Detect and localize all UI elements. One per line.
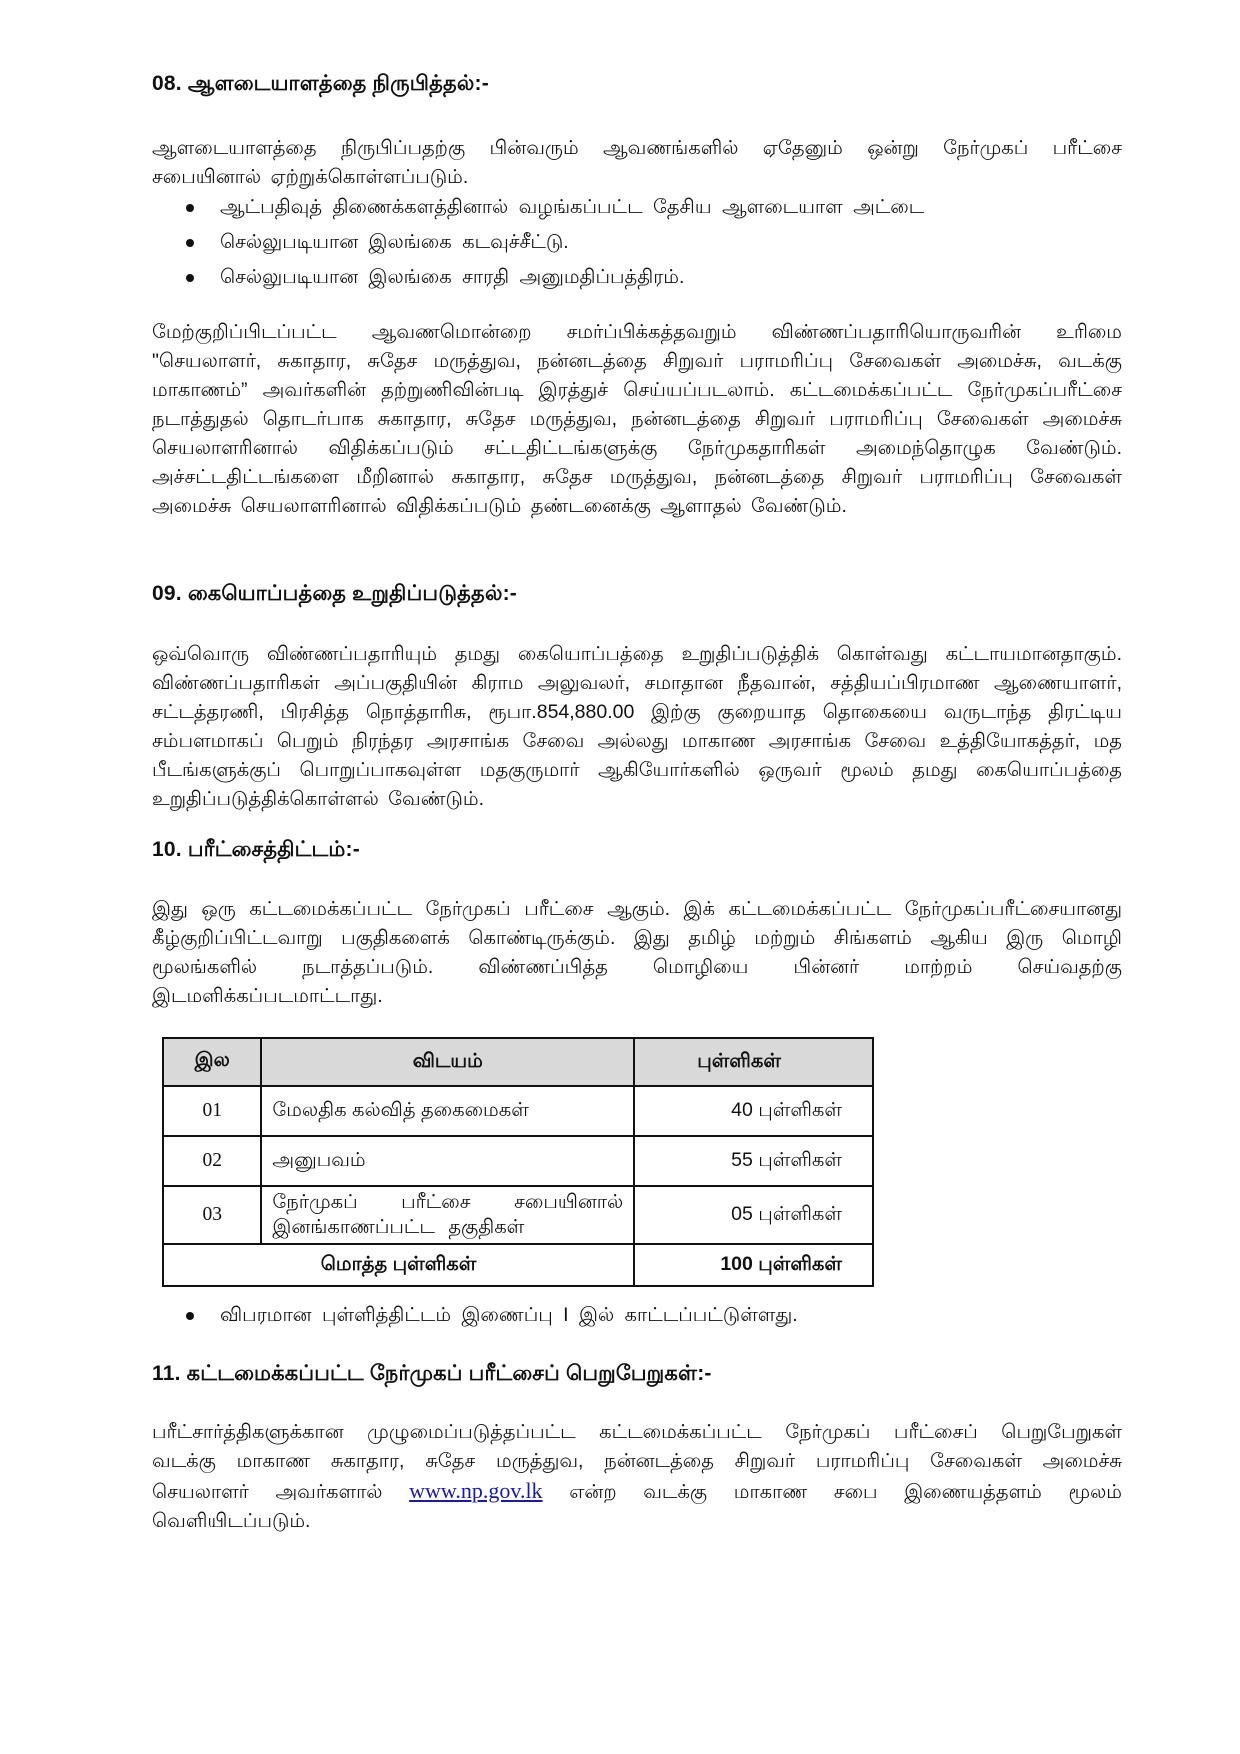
np-gov-website-link[interactable]: www.np.gov.lk bbox=[409, 1478, 543, 1503]
marks-table bbox=[162, 1037, 874, 1287]
list-item: விபரமான புள்ளித்திட்டம் இணைப்பு I இல் காட்டப்பட்டுள்ளது. bbox=[186, 1298, 1086, 1333]
cell-no: 02 bbox=[163, 1136, 261, 1186]
cell-subject: மேலதிக கல்வித் தகைமைகள் bbox=[261, 1086, 634, 1136]
table-total-row bbox=[163, 1244, 873, 1286]
results-text-before-link: பரீட்சார்த்திகளுக்கான முழுமைப்படுத்தப்பட்ட கட்டமைக்கப்பட்ட நேர்முகப் பரீட்சைப் பெறுபேறுகள் வடக்கு மாகாண சுகாதார, சுதேச மருத்துவ, நன்னடத்தை சிறுவர் பராமரிப்பு சேவைகள் அமைச்சு செயலாளர் அவர்களால் bbox=[152, 1421, 1122, 1503]
cell-marks: 05 புள்ளிகள் bbox=[634, 1186, 873, 1244]
section-08-paragraph: மேற்குறிப்பிடப்பட்ட ஆவணமொன்றை சமர்ப்பிக்கத்தவறும் விண்ணப்பதாரியொருவரின் உரிமை "செயலாளர், சுகாதார, சுதேச மருத்துவ, நன்னடத்தை சிறுவர் பராமரிப்பு சேவைகள் அமைச்சு, வடக்கு மாகாணம்” அவர்களின் தற்றுணிவின்படி இரத்துச் செய்யப்படலாம். கட்டமைக்கப்பட்ட நேர்முகப்பரீட்சை நடாத்துதல் தொடர்பாக சுகாதார, சுதேச மருத்துவ, நன்னடத்தை சிறுவர் பராமரிப்பு சேவைகள் அமைச்சு செயலாளரினால் விதிக்கப்படும் சட்டதிட்டங்களுக்கு நேர்முகதாரிகள் அமைந்தொழுக வேண்டும். அச்சட்டதிட்டங்களை மீறினால் சுகாதார, சுதேச மருத்துவ, நன்னடத்தை சிறுவர் பராமரிப்பு சேவைகள் அமைச்சு செயலாளரினால் விதிக்கப்படும் தண்டனைக்கு ஆளாதல் வேண்டும். bbox=[152, 321, 1122, 517]
table-header-row bbox=[163, 1038, 873, 1086]
total-label: மொத்த புள்ளிகள் bbox=[163, 1244, 634, 1286]
list-item: செல்லுபடியான இலங்கை கடவுச்சீட்டு. bbox=[186, 225, 1086, 260]
table-row bbox=[163, 1086, 873, 1136]
list-item: செல்லுபடியான இலங்கை சாரதி அனுமதிப்பத்திரம். bbox=[186, 260, 1086, 295]
column-header-subject: விடயம் bbox=[261, 1038, 634, 1086]
results-text-after-link: என்ற வடக்கு மாகாண சபை இணையத்தளம் மூலம் வெளியிடப்படும். bbox=[152, 1481, 1122, 1532]
note-list bbox=[186, 1298, 1086, 1333]
section-08-intro: ஆளடையாளத்தை நிருபிப்பதற்கு பின்வரும் ஆவணங்களில் ஏதேனும் ஒன்று நேர்முகப் பரீட்சை சபையினால் ஏற்றுக்கொள்ளப்படும். bbox=[152, 137, 1122, 188]
column-header-no: இல bbox=[163, 1038, 261, 1086]
cell-no: 03 bbox=[163, 1186, 261, 1244]
cell-subject: நேர்முகப் பரீட்சை சபையினால் இனங்காணப்பட்ட தகுதிகள் bbox=[261, 1186, 634, 1244]
section-11-heading: 11. கட்டமைக்கப்பட்ட நேர்முகப் பரீட்சைப் பெறுபேறுகள்:- bbox=[152, 1362, 712, 1385]
section-09-paragraph: ஒவ்வொரு விண்ணப்பதாரியும் தமது கையொப்பத்தை உறுதிப்படுத்திக் கொள்வது கட்டாயமானதாகும். விண்ணப்பதாரிகள் அப்பகுதியின் கிராம அலுவலர், சமாதான நீதவான், சத்தியப்பிரமாண ஆணையாளர், சட்டத்தரணி, பிரசித்த நொத்தாரிசு, ரூபா.854,880.00 இற்கு குறையாத தொகையை வருடாந்த திரட்டிய சம்பளமாகப் பெறும் நிரந்தர அரசாங்க சேவை அல்லது மாகாண அரசாங்க சேவை உத்தியோகத்தர், மத பீடங்களுக்குப் பொறுப்பாகவுள்ள மதகுருமார் ஆகியோர்களில் ஒருவர் மூலம் தமது கையொப்பத்தை உறுதிப்படுத்திக்கொள்ளல் வேண்டும். bbox=[152, 643, 1122, 810]
cell-marks: 55 புள்ளிகள் bbox=[634, 1136, 873, 1186]
section-10-heading: 10. பரீட்சைத்திட்டம்:- bbox=[152, 838, 360, 861]
section-11-paragraph bbox=[152, 1418, 1122, 1536]
id-documents-list bbox=[186, 190, 1086, 295]
section-09-heading: 09. கையொப்பத்தை உறுதிப்படுத்தல்:- bbox=[152, 582, 517, 605]
total-value: 100 புள்ளிகள் bbox=[634, 1244, 873, 1286]
section-08-heading: 08. ஆளடையாளத்தை நிருபித்தல்:- bbox=[152, 72, 489, 95]
table-row bbox=[163, 1186, 873, 1244]
cell-marks: 40 புள்ளிகள் bbox=[634, 1086, 873, 1136]
column-header-marks: புள்ளிகள் bbox=[634, 1038, 873, 1086]
section-10-paragraph: இது ஒரு கட்டமைக்கப்பட்ட நேர்முகப் பரீட்சை ஆகும். இக் கட்டமைக்கப்பட்ட நேர்முகப்பரீட்சையானது கீழ்குறிப்பிட்டவாறு பகுதிகளைக் கொண்டிருக்கும். இது தமிழ் மற்றும் சிங்களம் ஆகிய இரு மொழி மூலங்களில் நடாத்தப்படும். விண்ணப்பித்த மொழியை பின்னர் மாற்றம் செய்வதற்கு இடமளிக்கப்படமாட்டாது. bbox=[152, 898, 1122, 1007]
cell-subject: அனுபவம் bbox=[261, 1136, 634, 1186]
list-item: ஆட்பதிவுத் திணைக்களத்தினால் வழங்கப்பட்ட தேசிய ஆளடையாள அட்டை bbox=[186, 190, 1086, 225]
cell-no: 01 bbox=[163, 1086, 261, 1136]
table-row bbox=[163, 1136, 873, 1186]
